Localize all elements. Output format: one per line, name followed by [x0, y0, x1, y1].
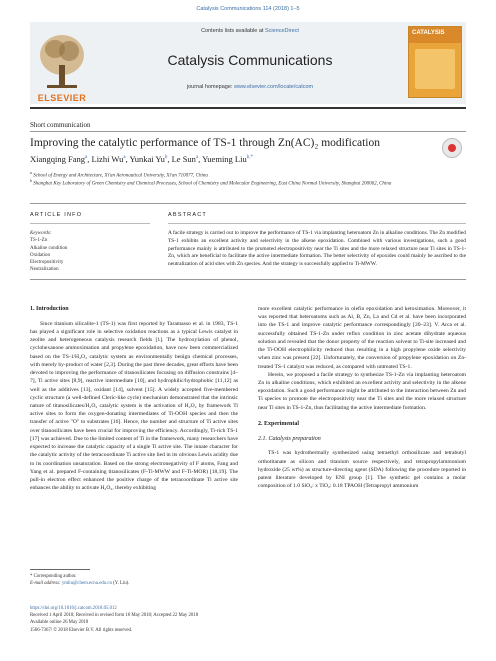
header-rule [30, 107, 466, 109]
publisher-name: ELSEVIER [37, 93, 87, 103]
affiliation-mark: a [30, 170, 32, 175]
author-name[interactable]: Le Sun [171, 154, 196, 164]
article-footer [30, 605, 330, 634]
author-name[interactable]: Yunkai Yu [129, 154, 165, 164]
sciencedirect-link[interactable]: ScienceDirect [264, 28, 299, 34]
keyword-item: Alkaline condition [30, 245, 68, 251]
elsevier-tree-logo[interactable] [33, 25, 91, 99]
introduction-heading: 1. Introduction [30, 306, 69, 312]
author-affiliation-mark[interactable]: a [123, 155, 126, 161]
footnote [30, 573, 238, 587]
abstract-text: A facile strategy is carried out to improve the performance of TS-1 via implanting heteroatom Zn in alkaline conditions. The Zn modified TS-1 exhibits an excellent activity and selectivity in the alkene epoxidation. Combined with various investigations, such a good performance mainly is attributed to the promoted electropositivity near the Ti sites and the more relaxed structure near Ti sites in TS-1-Zn, which are beneficial to facilitate the active intermediate formation. The better selectivity of epoxides could mainly be ascribed to the neutralization of acid sites with Zn species. And the strategy is successfully applied to Ti-MWW. [168, 230, 466, 268]
abstract-rule [168, 223, 466, 224]
info-divider [30, 203, 466, 204]
affiliation-text: School of Energy and Architecture, Xi'an Aeronautical University, Xi'an 710077, China [33, 173, 208, 179]
author-name[interactable]: Yueming Liu [202, 154, 247, 164]
available-online: Available online 26 May 2018 [30, 620, 89, 626]
introduction-paragraph: Since titanium silicalite-1 (TS-1) was first reported by Taramasso et al. in 1983, TS-1 has played a significant role in selective oxidation reactions as a typical Lewis catalyst in zeolite and heterogeneous catalysis research fields [1]. The hydroxylation of phenol, cyclohexanone ammoximation and propylene epoxidation, have now been commercialized based on the TS-1/H₂O₂ catalytic system as environmentally benign chemical processes, with merely by-product of water [2,3]. During the past three decades, great efforts have been devoted to improving the performance of titanosilicates focusing on diffusion constrains [4–7], Ti active sites [8,9], reactive intermediate [10], and hydrophilic/hydrophobic [11,12] as well as the additives [13], oxidant [14], solvent [15]. A widely accepted five-membered cyclic structure (a well-defined Cleric-like cycle) mechanism demonstrated that the intrinsic nature of titanosilicates/H₂O₂ catalytic system is the activation of H₂O₂ by framework Ti active sites to form the oxygen-donating intermediates of Ti-OOH species and then the transfer of active "O" to substrates [16]. Hence, the number and structure of Ti active sites over titanosilicates have been crucial for improving the efficiency. Accordingly, Ti-rich TS-1 [17] was achieved. Due to the limited content of Ti in the framework, many researchers have expected to increase the catalytic capacity of a single Ti active site. The innate character for the catalytic activity of the tetracoordinate Ti active site lied in its obvious Lewis acidity due to its coordination unsaturation. Based on the strong electronegativity of F atoms, Fang and Yang et al. prepared F-containing titanosilicates (F-Ti-MWW and F-Ti-MOR) [18,19]. The pull-in electron effect enhanced the positive charge of the tetracoordinate Ti active site enhances the ability to activate H₂O₂, thereby exhibiting [30, 320, 238, 492]
journal-cover-image[interactable] [408, 26, 462, 98]
abstract-bottom-rule [30, 279, 466, 280]
email-suffix: (Y. Liu). [113, 581, 130, 587]
paper-title: Improving the catalytic performance of TS-1 through Zn(AC)₂ modification [30, 137, 380, 149]
body-paragraph: more excellent catalytic performance in olefin epoxidation and ketoximation. Moreover, it was reported that heteroatoms such as Al, B, Zn, La and Cd et al. have been incorporated into the TS-1 and improve catalytic performance correspondingly [20–23]. V. Arca et al. successfully obtained TS-1-Zn under reflux condition in zinc acetate dihydrate aqueous solution and revealed that the donor property of the reaction solvent to Ti-site increased and the Ti-OOH electrophilicity reduced thus resulting in a high propylene oxide selectivity when zinc was present [22]. Unfortunately, the conversion of propylene epoxidation on Zn-treated TS-1 catalyst was reduced, as compared with untreated TS-1. [258, 306, 466, 370]
issn-copyright: 1566-7367/ © 2018 Elsevier B.V. All rights reserved. [30, 627, 133, 633]
catalysts-preparation-heading: 2.1. Catalysts preparation [258, 435, 321, 442]
affiliation-mark: b [30, 178, 32, 183]
homepage-link[interactable]: www.elsevier.com/locate/catcom [233, 84, 314, 90]
article-type: Short communication [30, 121, 91, 129]
crossmark-dot [448, 144, 456, 152]
homepage-prefix: journal homepage: [186, 84, 234, 90]
footnote-rule [30, 569, 90, 570]
author-list: Xiangqing Fang$^a$, Lizhi Wu$^a$, Yunkai Yu$^b$, Le Sun$^a$, Yueming Liu$^{b,*}$ [30, 154, 253, 164]
journal-title[interactable]: Catalysis Communications [167, 52, 333, 68]
keywords-title: Keywords: [30, 231, 52, 236]
abstract-heading: ABSTRACT [168, 212, 207, 218]
keyword-item: Electropositivity [30, 260, 64, 265]
contents-prefix: Contents lists available at [201, 28, 265, 34]
doi-link[interactable]: https://doi.org/10.1016/j.catcom.2018.05.012 [30, 606, 117, 611]
author-affiliation-mark[interactable]: b,* [246, 155, 253, 161]
affiliation-text: Shanghai Key Laboratory of Green Chemistry and Chemical Processes, School of Chemistry and Molecular Engineering, East China Normal University, Shanghai 200062, China [33, 181, 392, 187]
email-label: E-mail address: [30, 581, 61, 587]
keyword-item: Neutralization [30, 267, 59, 273]
author-affiliation-mark[interactable]: a [195, 155, 199, 161]
article-info-heading: ARTICLE INFO [30, 212, 83, 218]
affiliation-b [30, 178, 466, 188]
keyword-item: Oxidation [30, 252, 50, 258]
journal-reference[interactable]: Catalysis Communications 114 (2018) 1–5 [196, 6, 300, 12]
experimental-heading: 2. Experimental [258, 420, 299, 427]
email-link[interactable]: ymliu@chem.ecnu.edu.cn [61, 581, 112, 587]
author-affiliation-mark[interactable]: a [85, 155, 88, 161]
journal-homepage [100, 84, 400, 90]
cover-art [415, 49, 455, 89]
keyword-item: TS-1-Zn [30, 238, 48, 244]
keywords-block [30, 230, 150, 274]
left-column [30, 305, 238, 492]
experimental-paragraph: TS-1 was hydrothermally synthesized using tetraethyl orthosilicate and tetrabutyl orthotitanate as silicon and titanium source respectively, and tetrapropylammonium hydroxide (25 wt%) as structure-directing agent (SDA) following the procedure reported in patent literature developed by ENI group [1]. The synthetic gel contains a molar composition of 1.0 SiO₂: x TiO₂: 0.18 TPAOH (Tetrapropyl ammonium [258, 450, 466, 490]
cover-title: CATALYSIS [412, 30, 445, 36]
article-info-rule [30, 223, 150, 224]
received-dates: Received 1 April 2018; Received in revised form 16 May 2018; Accepted 22 May 2018 [30, 613, 199, 619]
article-type-rule [30, 131, 466, 132]
author-name[interactable]: Lizhi Wu [91, 154, 124, 164]
author-name[interactable]: Xiangqing Fang [30, 154, 86, 164]
contents-line [100, 28, 400, 34]
right-column [258, 305, 466, 491]
body-paragraph: Herein, we proposed a facile strategy to synthesize TS-1-Zn via implanting heteroatom Zn in alkaline conditions, which exhibited an excellent activity and selectivity in the alkene epoxidation. Such a good performance might be attributed to the interaction between Zn and Ti species to promote the electropositivity near the Ti sites and the more relaxed structure near Ti sites in TS-1-Zn, thus facilitating the active intermediate formation. [258, 371, 466, 411]
author-affiliation-mark[interactable]: b [164, 155, 168, 161]
email-line [30, 580, 238, 587]
corresponding-author-note: * Corresponding author. [30, 574, 77, 579]
